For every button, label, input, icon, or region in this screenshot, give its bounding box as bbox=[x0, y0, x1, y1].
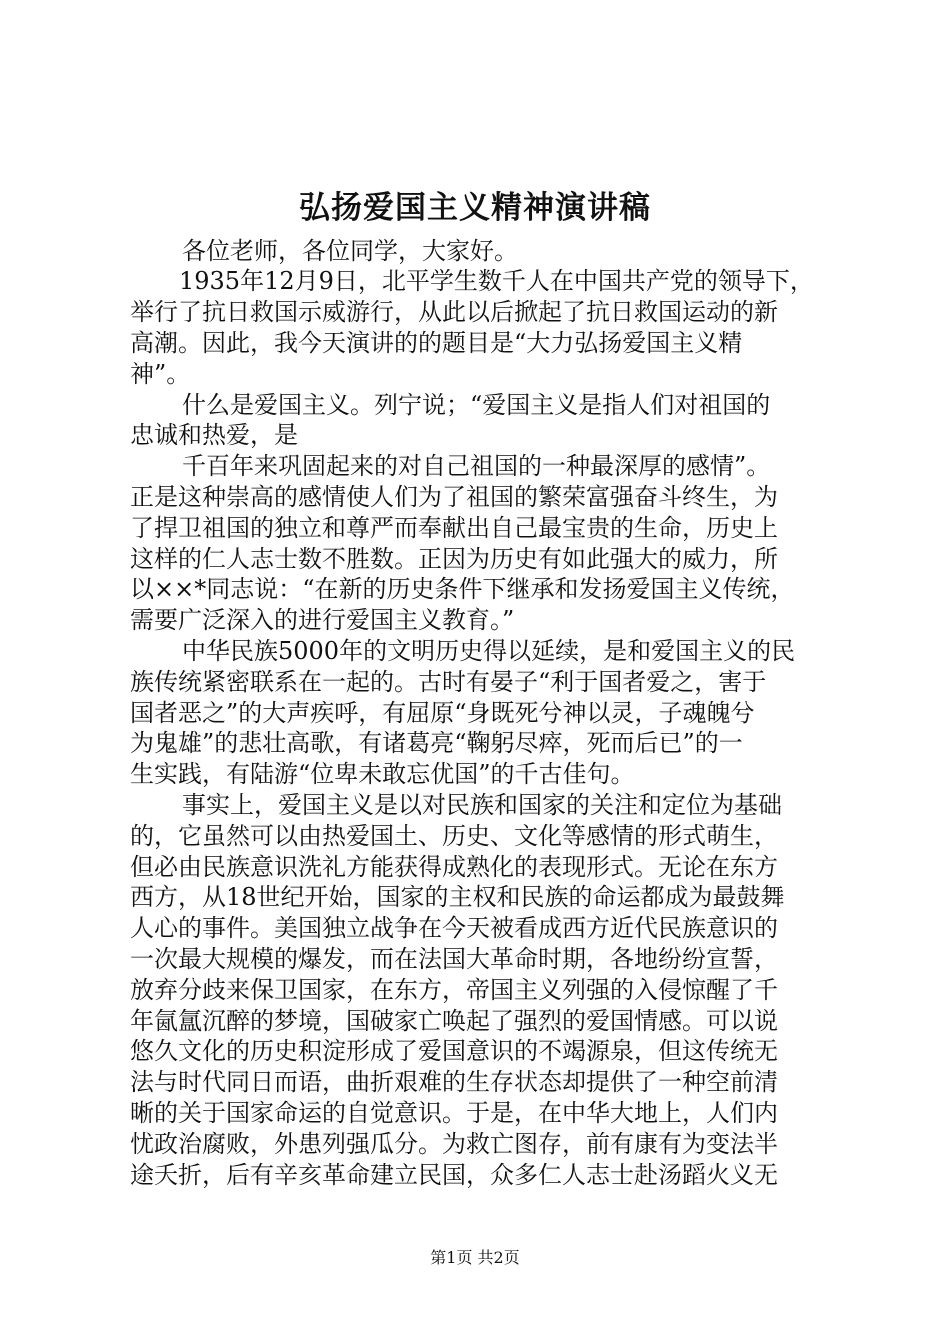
text-line: 年氤氲沉醉的梦境，国破家亡唤起了强烈的爱国情感。可以说 bbox=[130, 1007, 778, 1035]
text-line: 以××*同志说：“在新的历史条件下继承和发扬爱国主义传统， bbox=[130, 575, 795, 603]
text-line: 放弃分歧来保卫国家，在东方，帝国主义列强的入侵惊醒了千 bbox=[130, 976, 778, 1004]
text-line: 为鬼雄”的悲壮高歌，有诸葛亮“鞠躬尽瘁，死而后已”的一 bbox=[130, 729, 743, 757]
text-line: 这样的仁人志士数不胜数。正因为历史有如此强大的威力，所 bbox=[130, 545, 778, 573]
text-line: 忧政治腐败，外患列强瓜分。为救亡图存，前有康有为变法半 bbox=[130, 1130, 778, 1158]
text-line: 了捍卫祖国的独立和尊严而奉献出自己最宝贵的生命，历史上 bbox=[130, 514, 778, 542]
text-line: 需要广泛深入的进行爱国主义教育。” bbox=[130, 606, 515, 634]
text-line: 途夭折，后有辛亥革命建立民国，众多仁人志士赴汤蹈火义无 bbox=[130, 1161, 778, 1189]
text-line: 国者恶之”的大声疾呼，有屈原“身既死兮神以灵，子魂魄兮 bbox=[130, 699, 755, 727]
text-line: 什么是爱国主义。列宁说；“爱国主义是指人们对祖国的 bbox=[182, 391, 771, 419]
text-line: 忠诚和热爱，是 bbox=[130, 421, 298, 449]
page-footer: 第1页 共2页 bbox=[430, 1248, 520, 1267]
page-title: 弘扬爱国主义精神演讲稿 bbox=[299, 190, 651, 226]
text-line: 举行了抗日救国示威游行，从此以后掀起了抗日救国运动的新 bbox=[130, 298, 778, 326]
text-line: 神”。 bbox=[130, 360, 191, 388]
text-line: 一次最大规模的爆发，而在法国大革命时期，各地纷纷宣誓， bbox=[130, 945, 778, 973]
text-line: 法与时代同日而语，曲折艰难的生存状态却提供了一种空前清 bbox=[130, 1068, 778, 1096]
text-line: 事实上，爱国主义是以对民族和国家的关注和定位为基础 bbox=[182, 791, 782, 819]
text-line: 晰的关于国家命运的自觉意识。于是，在中华大地上，人们内 bbox=[130, 1099, 778, 1127]
text-line: 1935年12月9日，北平学生数千人在中国共产党的领导下， bbox=[179, 267, 814, 295]
text-line: 生实践，有陆游“位卑未敢忘优国”的千古佳句。 bbox=[130, 760, 635, 788]
text-line: 西方，从18世纪开始，国家的主权和民族的命运都成为最鼓舞 bbox=[130, 883, 785, 911]
text-line: 但必由民族意识洗礼方能获得成熟化的表现形式。无论在东方 bbox=[130, 853, 778, 881]
text-line: 的，它虽然可以由热爱国土、历史、文化等感情的形式萌生， bbox=[130, 822, 778, 850]
text-line: 高潮。因此，我今天演讲的的题目是“大力弘扬爱国主义精 bbox=[130, 329, 743, 357]
text-line: 人心的事件。美国独立战争在今天被看成西方近代民族意识的 bbox=[130, 914, 778, 942]
text-line: 正是这种崇高的感情使人们为了祖国的繁荣富强奋斗终生，为 bbox=[130, 483, 778, 511]
text-line: 族传统紧密联系在一起的。古时有晏子“利于国者爱之，害于 bbox=[130, 668, 767, 696]
text-line: 千百年来巩固起来的对自己祖国的一种最深厚的感情”。 bbox=[182, 452, 771, 480]
text-line: 中华民族5000年的文明历史得以延续，是和爱国主义的民 bbox=[182, 637, 796, 665]
text-line: 悠久文化的历史积淀形成了爱国意识的不竭源泉，但这传统无 bbox=[130, 1037, 778, 1065]
text-line: 各位老师，各位同学，大家好。 bbox=[182, 237, 518, 265]
